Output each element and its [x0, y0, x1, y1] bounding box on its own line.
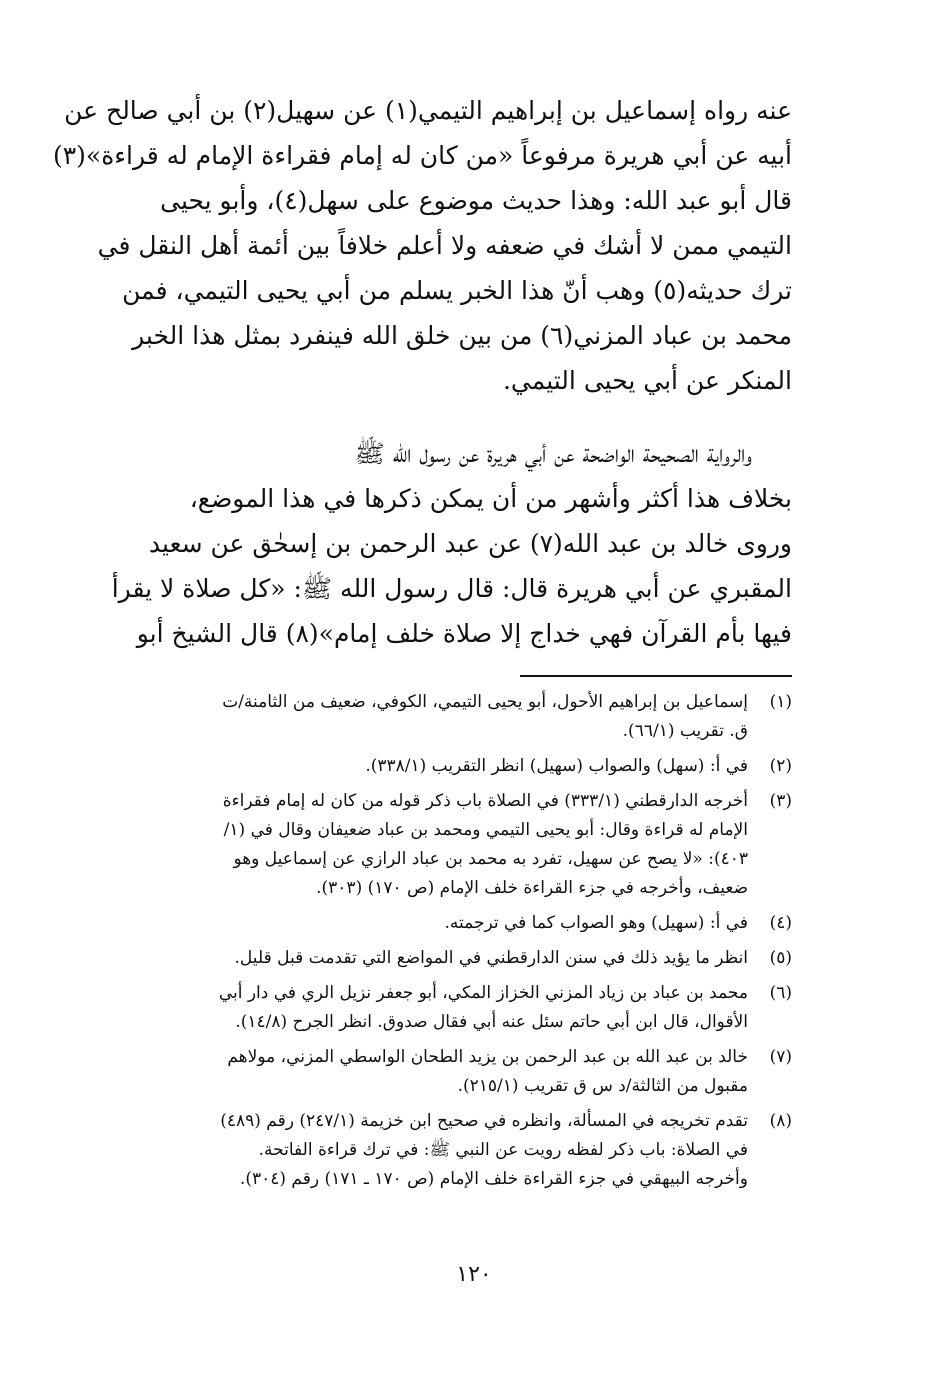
text-line: التيمي ممن لا أشك في ضعفه ولا أعلم خلافاً بين أئمة أهل النقل في	[97, 231, 792, 260]
text-line: المنكر عن أبي يحيى التيمي.	[502, 366, 792, 395]
paragraph-1	[52, 88, 792, 403]
text-line: وروى خالد بن عبد الله(٧) عن عبد الرحمن بن إسحٰق عن سعيد	[148, 529, 792, 558]
footnote-line: في أ: (سهيل) وهو الصواب كما في ترجمته.	[444, 913, 748, 933]
footnote-line: انظر ما يؤيد ذلك في سنن الدارقطني في المواضع التي تقدمت قبل قليل.	[234, 948, 748, 968]
footnote-number: (٤)	[769, 913, 792, 933]
text-line: عنه رواه إسماعيل بن إبراهيم التيمي(١) عن سهيل(٢) بن أبي صالح عن	[64, 96, 792, 125]
paragraph-2	[100, 431, 792, 656]
text-line: بخلاف هذا أكثر وأشهر من أن يمكن ذكرها في هذا الموضع،	[189, 484, 792, 513]
footnote-separator	[520, 675, 792, 677]
footnote-text	[100, 752, 748, 781]
footnote-line: إسماعيل بن إبراهيم الأحول، أبو يحيى التيمي، الكوفي، ضعيف من الثامنة/ت	[222, 692, 748, 712]
footnote-line: في أ: (سهل) والصواب (سهيل) انظر التقريب (٣٣٨/١).	[365, 756, 748, 776]
footnote-number: (١)	[769, 692, 792, 712]
footnote-number: (٧)	[769, 1047, 792, 1067]
footnote-line: الأقوال، قال ابن أبي حاتم سئل عنه أبي فقال صدوق. انظر الجرح (١٤/٨).	[235, 1012, 748, 1032]
footnote-line: أخرجه الدارقطني (٣٣٣/١) في الصلاة باب ذكر قوله من كان له إمام فقراءة	[222, 791, 748, 811]
footnote-line: ق. تقريب (٦٦/١).	[622, 721, 748, 741]
footnote-8	[100, 1107, 792, 1194]
footnote-4	[100, 909, 792, 938]
text-line: المقبري عن أبي هريرة قال: قال رسول الله ﷺ: «كل صلاة لا يقرأ	[111, 574, 792, 603]
page-number: ١٢٠	[456, 1262, 492, 1287]
footnote-line: وأخرجه البيهقي في جزء القراءة خلف الإمام (ص ١٧٠ ـ ١٧١) رقم (٣٠٤).	[239, 1169, 748, 1189]
footnote-line: محمد بن عباد بن زياد المزني الخزاز المكي، أبو جعفر نزيل الري في دار أبي	[218, 983, 748, 1003]
text-line: فيها بأم القرآن فهي خداج إلا صلاة خلف إمام»(٨) قال الشيخ أبو	[136, 619, 792, 648]
footnote-line: مقبول من الثالثة/د س ق تقريب (٢١٥/١).	[457, 1076, 748, 1096]
footnote-text	[100, 944, 748, 973]
footnote-6	[100, 979, 792, 1037]
text-line: والرواية الصحيحة الواضحة عن أبي هريرة عن رسول الله ﷺ	[354, 439, 752, 468]
footnote-number: (٥)	[769, 948, 792, 968]
footnote-line: خالد بن عبد الله بن عبد الرحمن بن يزيد الطحان الواسطي المزني، مولاهم	[227, 1047, 748, 1067]
footnote-line: في الصلاة: باب ذكر لفظه رويت عن النبي ﷺ: في ترك قراءة الفاتحة.	[258, 1140, 748, 1160]
footnote-1	[100, 688, 792, 746]
footnote-number: (٨)	[769, 1111, 792, 1131]
footnote-5	[100, 944, 792, 973]
main-text	[52, 88, 792, 656]
footnotes	[100, 688, 792, 1200]
footnote-line: ٤٠٣): «لا يصح عن سهيل، تفرد به محمد بن عباد الرازي عن إسماعيل وهو	[233, 849, 748, 869]
footnote-number: (٣)	[769, 791, 792, 811]
text-line: محمد بن عباد المزني(٦) من بين خلق الله فينفرد بمثل هذا الخبر	[132, 321, 792, 350]
footnote-text	[100, 909, 748, 938]
text-line: ترك حديثه(٥) وهب أنّ هذا الخبر يسلم من أبي يحيى التيمي، فمن	[122, 276, 792, 305]
footnote-number: (٦)	[769, 983, 792, 1003]
footnote-line: تقدم تخريجه في المسألة، وانظره في صحيح ابن خزيمة (٢٤٧/١) رقم (٤٨٩)	[220, 1111, 748, 1131]
footnote-text	[100, 1043, 748, 1101]
footnote-2	[100, 752, 792, 781]
footnote-3	[100, 787, 792, 903]
footnote-text	[100, 688, 748, 746]
footnote-number: (٢)	[769, 756, 792, 776]
footnote-line: ضعيف، وأخرجه في جزء القراءة خلف الإمام (ص ١٧٠) (٣٠٣).	[316, 878, 748, 898]
footnote-text	[100, 787, 748, 903]
footnote-text	[100, 1107, 748, 1194]
footnote-text	[100, 979, 748, 1037]
text-line: أبيه عن أبي هريرة مرفوعاً «من كان له إمام فقراءة الإمام له قراءة»(٣)	[52, 141, 792, 170]
footnote-line: الإمام له قراءة وقال: أبو يحيى التيمي ومحمد بن عباد ضعيفان وقال في (١/	[223, 820, 748, 840]
text-line: قال أبو عبد الله: وهذا حديث موضوع على سهل(٤)، وأبو يحيى	[160, 186, 792, 215]
footnote-7	[100, 1043, 792, 1101]
